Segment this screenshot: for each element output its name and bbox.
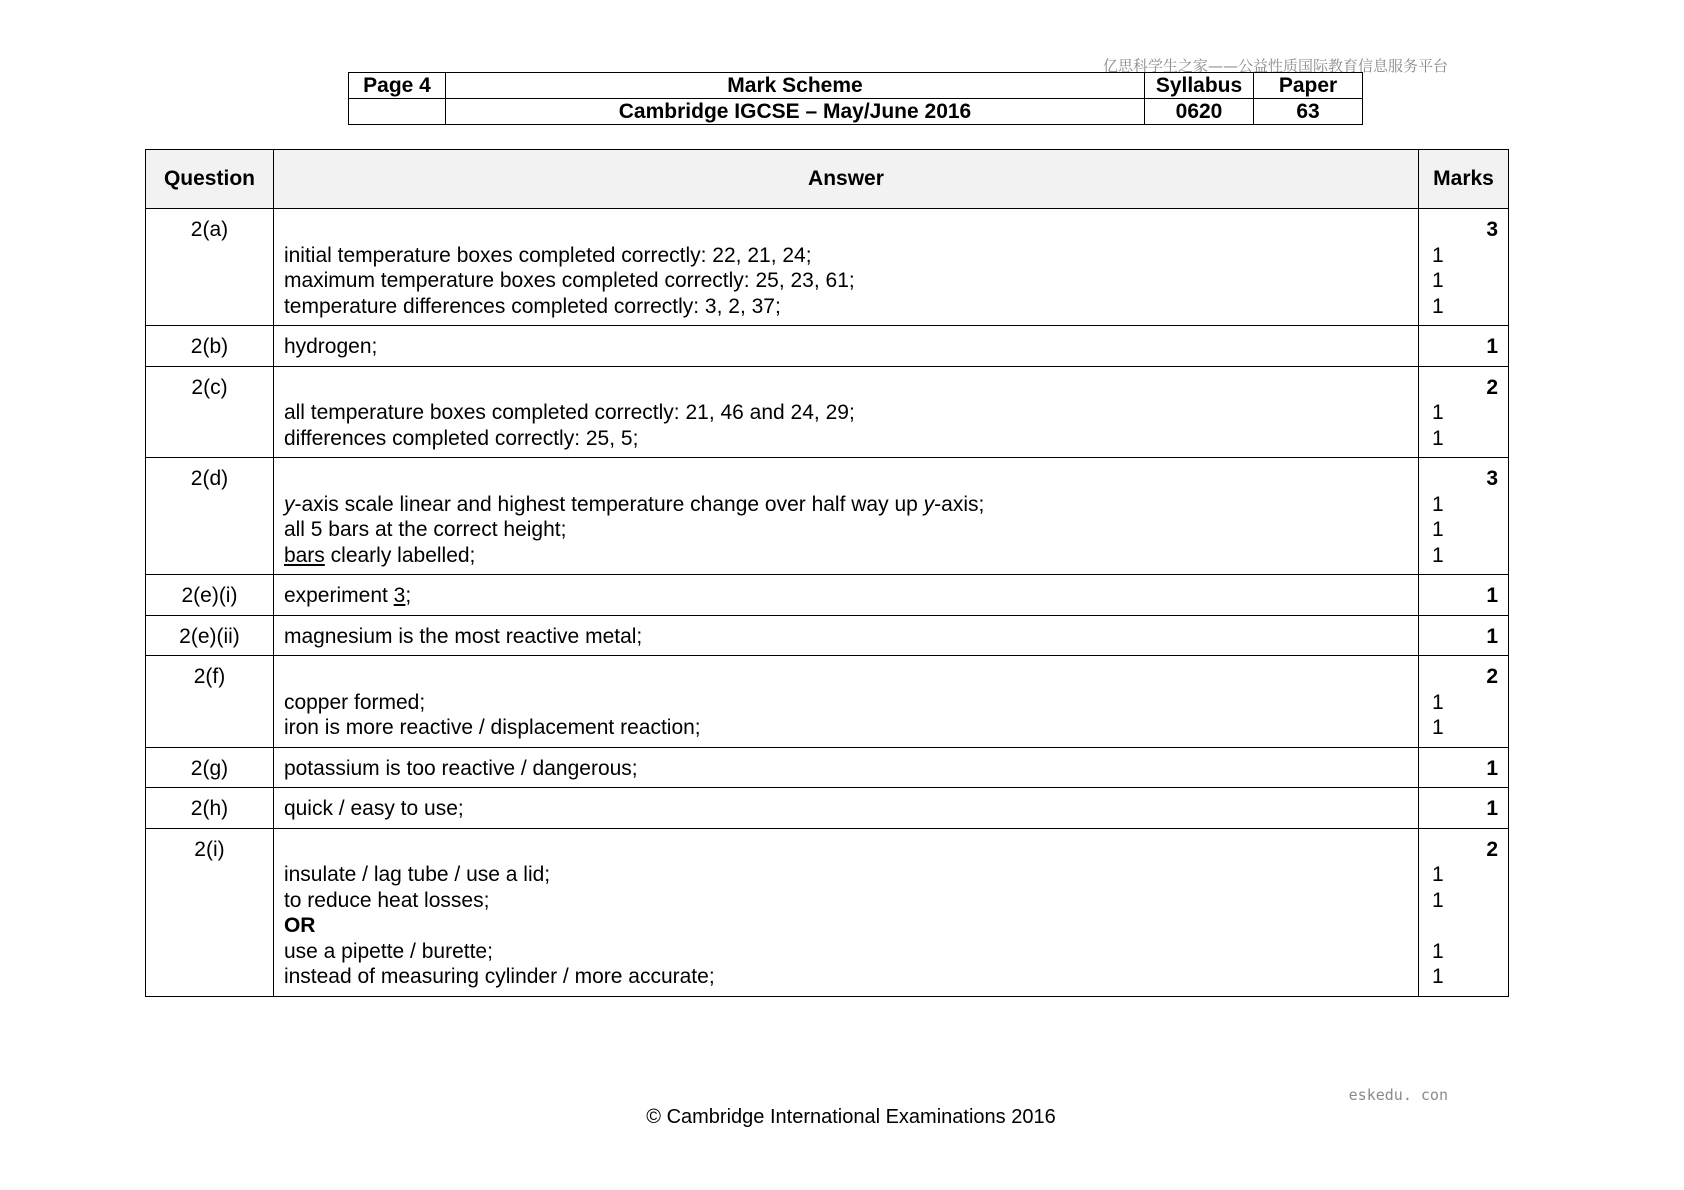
answer-line [284, 888, 1408, 914]
answer-text: all temperature boxes completed correctly: 21, 46 and 24, 29; [283, 401, 855, 424]
marks-cell [1419, 209, 1509, 326]
answer-text: bars [283, 543, 325, 567]
answer-line [284, 690, 1408, 716]
sub-mark: 1 [1432, 426, 1444, 450]
paper-label: Paper [1254, 73, 1363, 99]
answer-line [284, 862, 1408, 888]
answer-text: -axis; [934, 492, 985, 516]
total-marks: 1 [1486, 756, 1498, 780]
answer-text: hydrogen; [283, 335, 378, 358]
marks-cell [1419, 366, 1509, 458]
answer-spacer [284, 664, 1408, 690]
total-marks: 1 [1486, 797, 1498, 820]
answer-text: ; [405, 584, 412, 607]
answer-cell [273, 458, 1418, 575]
answer-cell [273, 788, 1418, 829]
sub-mark: 1 [1432, 518, 1444, 541]
answer-line [284, 492, 1408, 518]
total-marks: 2 [1486, 665, 1498, 688]
answer-cell [273, 747, 1418, 788]
question-number: 2(c) [146, 366, 274, 458]
answer-text: 3 [393, 584, 406, 607]
total-marks: 3 [1486, 218, 1498, 241]
answer-text: -axis scale linear and highest temperature change over half way up [294, 492, 924, 516]
sub-mark: 1 [1432, 690, 1444, 714]
question-number: 2(f) [146, 656, 274, 748]
answer-text: to reduce heat losses; [283, 888, 490, 912]
question-number: 2(d) [146, 458, 274, 575]
answer-column-header: Answer [273, 150, 1418, 209]
answer-line [284, 583, 1408, 609]
answer-text: experiment [283, 584, 394, 607]
header-blank-cell [349, 99, 446, 125]
table-row [146, 575, 1509, 616]
answer-cell [273, 366, 1418, 458]
document-title: Mark Scheme [446, 73, 1145, 99]
question-number: 2(i) [146, 828, 274, 996]
marks-cell [1419, 828, 1509, 996]
answer-text: maximum temperature boxes completed correctly: 25, 23, 61; [283, 269, 855, 292]
answer-spacer [284, 217, 1408, 243]
marks-cell [1419, 747, 1509, 788]
exam-session: Cambridge IGCSE – May/June 2016 [446, 99, 1145, 125]
table-header-row [146, 150, 1509, 209]
sub-mark: 1 [1432, 294, 1444, 318]
page-header-table [348, 72, 1363, 125]
marks-cell [1419, 326, 1509, 367]
answer-line [284, 624, 1408, 650]
total-marks: 1 [1486, 624, 1498, 648]
table-row [146, 366, 1509, 458]
syllabus-code: 0620 [1145, 99, 1254, 125]
answer-line [284, 913, 1408, 939]
answer-line [284, 939, 1408, 965]
answer-text: instead of measuring cylinder / more accurate; [283, 965, 715, 988]
answer-text: y [283, 492, 295, 516]
answer-text: use a pipette / burette; [283, 939, 493, 963]
answer-line [284, 294, 1408, 320]
answer-cell [273, 575, 1418, 616]
sub-mark: 1 [1432, 543, 1444, 567]
table-body [146, 209, 1509, 997]
question-number: 2(g) [146, 747, 274, 788]
answer-text: differences completed correctly: 25, 5; [283, 426, 639, 450]
sub-mark: 1 [1432, 939, 1444, 963]
marks-cell [1419, 458, 1509, 575]
marks-cell [1419, 788, 1509, 829]
marks-cell [1419, 575, 1509, 616]
site-watermark: eskedu. con [1348, 1086, 1448, 1104]
total-marks: 2 [1486, 837, 1498, 861]
marks-cell [1419, 656, 1509, 748]
answer-line [284, 243, 1408, 269]
answer-line [284, 426, 1408, 452]
sub-mark: 1 [1432, 888, 1444, 912]
answer-text: y [923, 492, 935, 516]
answer-line [284, 543, 1408, 569]
table-row [146, 828, 1509, 996]
table-row [146, 615, 1509, 656]
question-column-header: Question [146, 150, 274, 209]
total-marks: 3 [1486, 467, 1498, 490]
answer-text: all 5 bars at the correct height; [283, 518, 567, 541]
answer-cell [273, 326, 1418, 367]
answer-line [284, 796, 1408, 822]
total-marks: 1 [1486, 335, 1498, 358]
answer-text: iron is more reactive / displacement reaction; [283, 716, 701, 739]
answer-text: insulate / lag tube / use a lid; [283, 863, 551, 886]
question-number: 2(e)(i) [146, 575, 274, 616]
answer-line [284, 400, 1408, 426]
answer-text: temperature differences completed correctly: 3, 2, 37; [283, 294, 781, 318]
mark-scheme-table [145, 149, 1509, 997]
answer-line [284, 756, 1408, 782]
answer-spacer [284, 837, 1408, 863]
table-row [146, 326, 1509, 367]
total-marks: 2 [1486, 375, 1498, 399]
answer-line [284, 715, 1408, 741]
sub-mark: 1 [1432, 965, 1444, 988]
table-row [146, 656, 1509, 748]
answer-cell [273, 615, 1418, 656]
answer-text: copper formed; [283, 690, 426, 714]
question-number: 2(h) [146, 788, 274, 829]
answer-text: clearly labelled; [324, 543, 476, 567]
answer-cell [273, 209, 1418, 326]
question-number: 2(a) [146, 209, 274, 326]
answer-cell [273, 828, 1418, 996]
answer-cell [273, 656, 1418, 748]
answer-spacer [284, 466, 1408, 492]
answer-text: quick / easy to use; [283, 797, 464, 820]
answer-line [284, 517, 1408, 543]
marks-cell [1419, 615, 1509, 656]
sub-mark: 1 [1432, 269, 1444, 292]
syllabus-label: Syllabus [1145, 73, 1254, 99]
answer-line [284, 334, 1408, 360]
sub-mark: 1 [1432, 243, 1444, 267]
page-number: Page 4 [349, 73, 446, 99]
sub-mark: 1 [1432, 401, 1444, 424]
marks-column-header: Marks [1419, 150, 1509, 209]
copyright-footer: © Cambridge International Examinations 2016 [646, 1106, 1056, 1128]
sub-mark: 1 [1432, 863, 1444, 886]
answer-line [284, 268, 1408, 294]
table-row [146, 458, 1509, 575]
watermark-text: 亿思科学生之家——公益性质国际教育信息服务平台 [1102, 57, 1448, 75]
table-row [146, 209, 1509, 326]
sub-mark [1429, 913, 1498, 939]
sub-mark: 1 [1432, 492, 1444, 516]
answer-line [284, 964, 1408, 990]
answer-spacer [284, 375, 1408, 401]
answer-text: magnesium is the most reactive metal; [283, 624, 643, 648]
question-number: 2(e)(ii) [146, 615, 274, 656]
table-row [146, 747, 1509, 788]
answer-text: initial temperature boxes completed correctly: 22, 21, 24; [283, 243, 812, 267]
table-row [146, 788, 1509, 829]
sub-mark: 1 [1432, 716, 1444, 739]
question-number: 2(b) [146, 326, 274, 367]
answer-text: potassium is too reactive / dangerous; [283, 756, 638, 780]
answer-text: OR [283, 914, 316, 937]
paper-number: 63 [1254, 99, 1363, 125]
total-marks: 1 [1486, 584, 1498, 607]
